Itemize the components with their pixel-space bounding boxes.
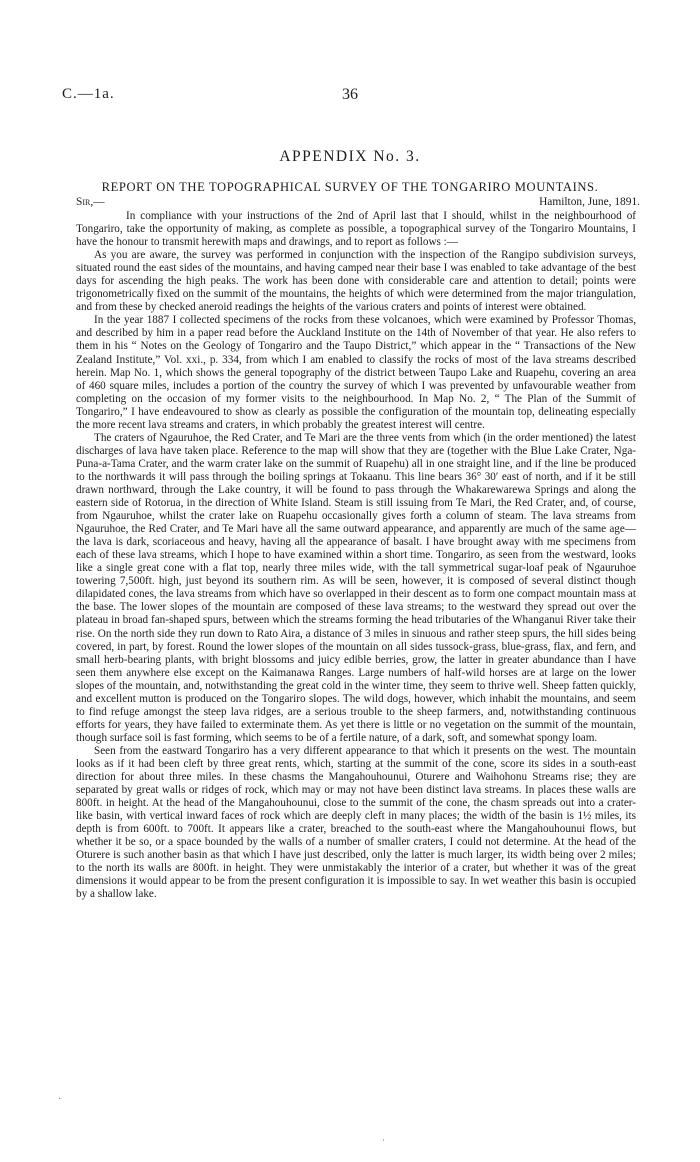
salutation-row [76, 196, 640, 210]
paragraph: In the year 1887 I collected specimens of the rocks from these volcanoes, which were examined by Professor Thomas, and described by him in a paper read before the Auckland Institute on the 14th of November of that year. He also refers to them in his “ Notes on the Geology of Tongariro and the Taupo District,” which appear in the “ Transactions of the New Zealand Institute,” Vol. xxi., p. 334, from which I am enabled to classify the rocks of most of the lava streams described herein. Map No. 1, which shows the general topography of the district between Taupo Lake and Ruapehu, covering an area of 460 square miles, includes a portion of the country the survey of which I was prevented by unfavourable weather from completing on the occasion of my former visits to the neighbourhood. In Map No. 2, “ The Plan of the Summit of Tongariro,” I have endeavoured to show as clearly as possible the configuration of the mountain top, delineating especially the more recent lava streams and craters, in which probably the greatest interest will centre. [76, 314, 636, 431]
page-header [62, 86, 638, 106]
document-reference: C.—1a. [62, 86, 115, 102]
paragraph: As you are aware, the survey was performed in conjunction with the inspection of the Rangipo subdivision surveys, situated round the east sides of the mountains, and having camped near their base I was enabled to take advantage of the best days for ascending the high peaks. The work has been done with considerable care and attention to detail; points were trigonometrically fixed on the summit of the mountains, the heights of which were determined from the major triangulation, and from these by checked aneroid readings the heights of the various craters and points of interest were obtained. [76, 249, 636, 314]
appendix-title: APPENDIX No. 3. [279, 148, 421, 165]
dateline: Hamilton, June, 1891. [539, 196, 640, 208]
scan-foot-mark: ‚ [382, 1132, 385, 1142]
salutation: Sir,— [76, 196, 105, 208]
paragraph: In compliance with your instructions of the 2nd of April last that I should, whilst in the neighbourhood of Tongariro, take the opportunity of making, as complete as possible, a topographical survey of the Tongariro Mountains, I have the honour to transmit herewith maps and drawings, and to report as follows :— [76, 210, 636, 249]
report-title: REPORT ON THE TOPOGRAPHICAL SURVEY OF THE TONGARIRO MOUNTAINS. [101, 180, 599, 194]
report-body [76, 210, 636, 901]
paragraph: Seen from the eastward Tongariro has a very different appearance to that which it presents on the west. The mountain looks as if it had been cleft by three great rents, which, starting at the summit of the cone, score its sides in a south-east direction for about three miles. In these chasms the Mangahouhounui, Oturere and Waihohonu Streams rise; they are separated by great walls or ridges of rock, which may or may not have been distinct lava streams. In places these walls are 800ft. in height. At the head of the Mangahouhounui, close to the summit of the cone, the chasm spreads out into a crater-like basin, with vertical inward faces of rock which are deeply cleft in many places; the width of the basin is 1½ miles, its depth is from 600ft. to 700ft. It appears like a crater, breached to the south-east where the Mangahouhounui flows, but whether it be so, or a space bounded by the walls of a number of smaller craters, I could not determine. At the head of the Oturere is such another basin as that which I have just described, only the latter is much larger, its width being over 2 miles; to the north its walls are 800ft. in height. They were unmistakably the interior of a crater, but whether it was of the great dimensions it would appear to be from the present configuration it is impossible to say. In wet weather this basin is occupied by a shallow lake. [76, 744, 636, 901]
page-number: 36 [342, 86, 358, 103]
paragraph: The craters of Ngauruhoe, the Red Crater, and Te Mari are the three vents from which (in the order mentioned) the latest discharges of lava have taken place. Reference to the map will show that they are (together with the Blue Lake Crater, Nga-Puna-a-Tama Crater, and the warm crater lake on the summit of Ruapehu) all in one straight line, and if the line be produced to the northwards it will pass through the boiling springs at Tokaanu. This line bears 36° 30′ east of north, and if it be still drawn northward, through the Lake country, it will be found to pass through the Whakarewarewa Springs and along the eastern side of Rotorua, in the direction of White Island. Steam is still issuing from Te Mari, the Red Crater, and, of course, from Ngauruhoe, whilst the crater lake on Ruapehu occasionally gives forth a column of steam. The lava streams from Ngauruhoe, the Red Crater, and Te Mari have all the same outward appearance, and apparently are much of the same age—the lava is dark, scoriaceous and heavy, having all the appearance of basalt. I have brought away with me specimens from each of these lava streams, which I hope to have examined within a short time. Tongariro, as seen from the westward, looks like a single great cone with a flat top, nearly three miles wide, with the tall symmetrical sugar-loaf peak of Ngauruhoe towering 7,500ft. high, just beyond its southern rim. As will be seen, however, it is composed of several distinct though dilapidated cones, the lava streams from which have so overlapped in their descent as to form one compact mountain mass at the base. The lower slopes of the mountain are composed of these lava streams; to the westward they spread out over the plateau in broad fan-shaped spurs, between which the streams forming the head tributaries of the Whanganui River take their rise. On the north side they run down to Rato Aira, a distance of 3 miles in sinuous and rather steep spurs, the hill sides being covered, in part, by forest. Round the lower slopes of the mountain on all sides tussock-grass, blue-grass, flax, and fern, and small herb-bearing plants, with bright blossoms and juicy edible berries, grow, the latter in greater abundance than I have seen them anywhere else except on the Kaimanawa Ranges. Large numbers of half-wild horses are at large on the lower slopes of the mountain, and, notwithstanding the great cold in the winter time, they seem to thrive well. Sheep fatten quickly, and excellent mutton is produced on the Tongariro slopes. The wild dogs, however, which inhabit the mountains, and seem to find refuge amongst the steep lava ridges, are a serious trouble to the sheep farmers, and, notwithstanding continuous efforts for years, they have failed to exterminate them. As yet there is little or no vegetation on the summit of the mountain, though surface soil is fast forming, which seems to be of a fertile nature, of a dark, soft, and somewhat spongy loam. [76, 431, 636, 744]
scan-margin-mark: · [58, 1094, 62, 1105]
